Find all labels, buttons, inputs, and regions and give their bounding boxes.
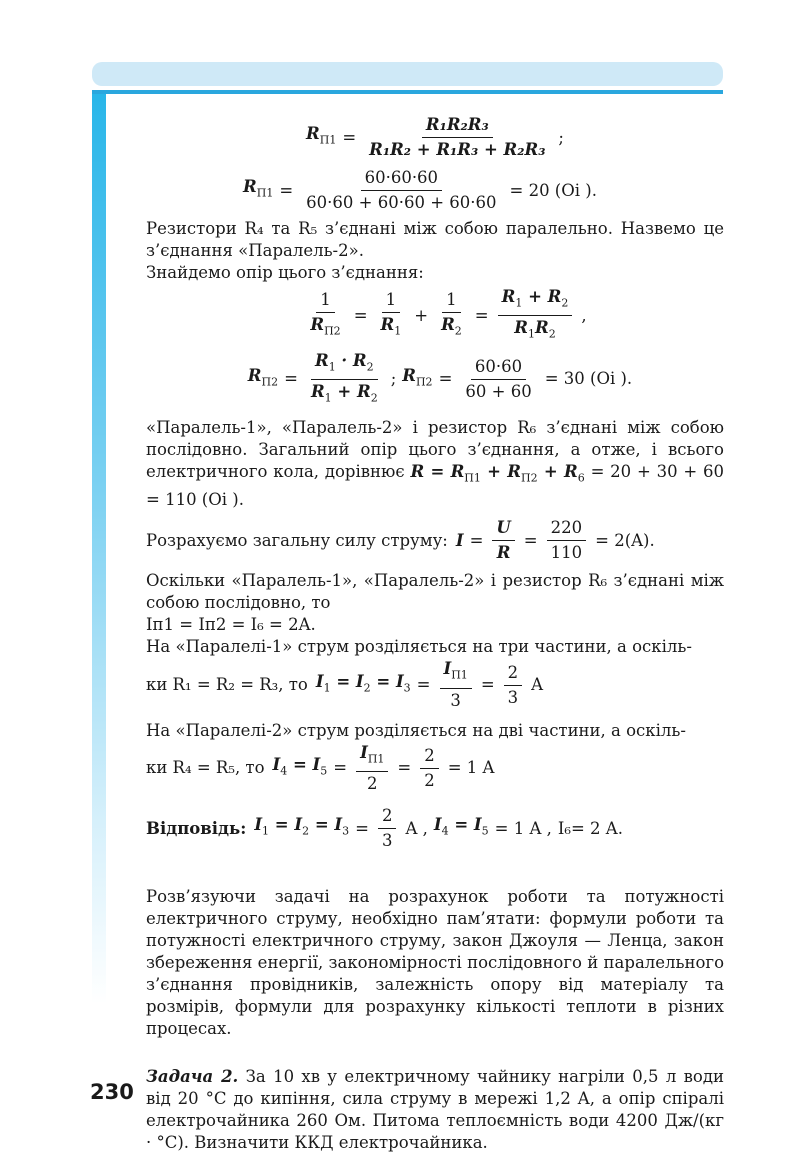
paragraph-equal-currents: Iп1 = Iп2 = I₆ = 2A. [146,615,316,635]
header-band [92,62,723,86]
formula-rp2: $R_{П2}$ = $\frac{R_1 \cdot R_2}{R_1 + R_2}$ ; $R_{П2}$ = $\frac{60\cdot 60}{60 + 60}$ = 30 (Oi ). [247,350,633,405]
answer-label: Відповідь: [146,818,247,838]
rp1-numerator: R₁R₂R₃ [422,114,493,138]
current-result: = 2(A). [595,530,655,550]
answer-tail: I₆= 2 A. [557,818,623,838]
side-accent-bar [92,94,106,1004]
formula-i123: ки R₁ = R₂ = R₃, то $I_1 = I_2 = I_3$ = $\frac{I_{П1}}{3}$ = $\frac{2}{3}$ A [146,659,544,710]
paragraph-parallel1-split: На «Паралелі-1» струм розділяється на три частини, а оскіль- [146,637,692,657]
formula-current: Розрахуємо загальну силу струму: I = $\frac{U}{R}$ = $\frac{220}{110}$ = 2(A). [146,518,655,563]
page-number: 230 [90,1080,134,1104]
rp1-denominator: R₁R₂ + R₁R₃ + R₂R₃ [369,140,546,159]
paragraph-parallel2-split: На «Паралелі-2» струм розділяється на дві частини, а оскіль- [146,720,686,740]
paragraph-series: «Паралель-1», «Паралель-2» і резистор R₆ з’єднані між собою послідовно. Загальний опір цього з’єднання, а отже, і всього електричного кола, дорівнює $R = R_{П1} + R_{П2} + R_6 = 20 + 30 + 60 = 110$ (Oi ). [146,418,724,510]
rtot-result: = 20 + 30 + 60 = 110 (Oi ). [146,462,724,510]
formula-rp1-values: $R_{П1}$ = $\frac{60\cdot 60\cdot 60}{60\cdot 60 + 60\cdot 60 + 60\cdot 60}$ = 20 (Oi ). [243,168,597,212]
paragraph-series-current: Оскільки «Паралель-1», «Паралель-2» і резистор R₆ з’єднані між собою послідовно, то [146,571,724,613]
formula-rp1: $R_{П1}$ = $\frac{\text{R₁R₂R₃}}{\text{R₁R₂ + R₁R₃ + R₂R₃}}$ ; [306,115,564,159]
formula-rp2-inverse: $\frac{1}{R_{П2}}$ = $\frac{1}{R_1}$ + $\frac{1}{R_2}$ = $\frac{R_1 + R_2}{R_1R_2}$ , [310,287,587,341]
answer-line: Відповідь: $I_1 = I_2 = I_3$ = $\frac{2}{3}$ A , $I_4 = I_5$ = 1 A , I₆= 2 A. [146,806,623,851]
rp1-result: = 20 (Oi ). [509,180,597,200]
paragraph-parallel2: Резистори R₄ та R₅ з’єднані між собою паралельно. Назвемо це з’єднання «Паралель-2». [146,219,724,260]
rp1-val-numerator: 60·60·60 [361,167,442,191]
rp1-val-denominator: 60·60 + 60·60 + 60·60 [306,193,497,212]
task-label: Задача 2. [146,1067,239,1087]
paragraph-summary: Розв’язуючи задачі на розрахунок роботи та потужності електричного струму, необхідно пам’ятати: формули роботи та потужності електричного струму, закон Джоуля — Ленца, закон збереження енергії, закономірності послідовного й паралельного з’єднання провідників, залежність опору від матеріалу та розмірів, формули для розрахунку кількості теплоти в різних процесах. [146,887,724,1039]
formula-i45: ки R₄ = R₅, то $I_4 = I_5$ = $\frac{I_{П1}}{2}$ = $\frac{2}{2}$ = 1 A [146,742,495,794]
rp2-result: = 30 (Oi ). [544,369,633,389]
paragraph-find-resistance: Знайдемо опір цього з’єднання: [146,263,424,282]
header-rule [92,90,723,94]
task-text: За 10 хв у електричному чайнику нагріли 0,5 л води від 20 °C до кипіння, сила струму в мережі 1,2 A, а опір спіралі електрочайника 260 Ом. Питома теплоємність води 4200 Дж/(кг · °C). Визначити ККД електрочайника. [146,1067,724,1153]
page-content [146,108,724,1154]
paragraph-task-2 [146,1066,724,1154]
